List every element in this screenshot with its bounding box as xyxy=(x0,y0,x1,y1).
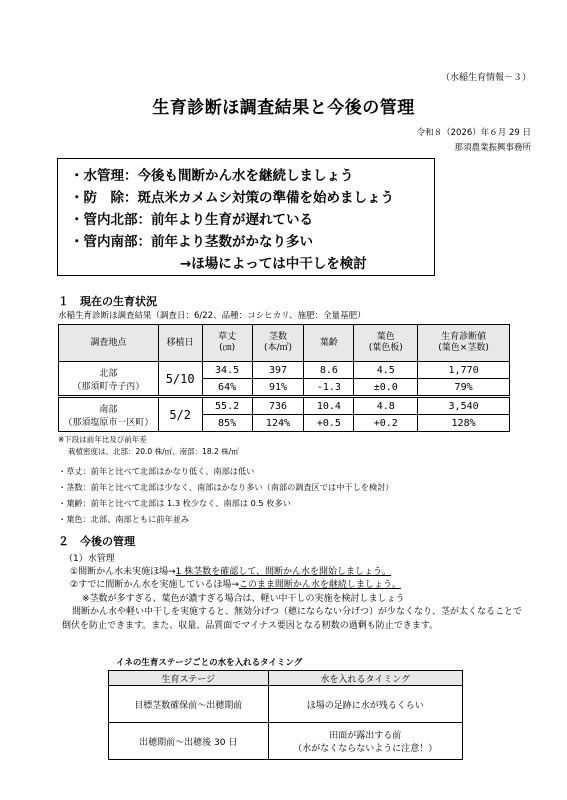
issue-date: 令和８（2026）年６月 29 日 xyxy=(416,128,531,138)
timing-cell xyxy=(268,723,462,760)
series-label: （水稲生育情報－３） xyxy=(440,73,531,83)
value-cell: 55.2 xyxy=(202,397,252,415)
table-header-row xyxy=(109,671,463,686)
bullet-stems: ・茎数：前年と比べて北部は少なく、南部はかなり多い（南部の調査区では中干しを検討） xyxy=(58,482,394,492)
ratio-cell: 64% xyxy=(202,379,252,397)
summary-north: ・管内北部：前年より生育が遅れている xyxy=(70,212,313,228)
planting-density-note: 栽植密度は、北部：20.0 株/㎡、南部：18.2 株/㎡ xyxy=(68,447,239,456)
transplant-date: 5/2 xyxy=(158,397,202,432)
bullet-leaf-color: ・葉色：北部、南部ともに前年並み xyxy=(58,514,190,524)
table-note: ※下段は前年比及び前年差 xyxy=(58,435,147,444)
issuing-office: 那須農業振興事務所 xyxy=(454,143,531,153)
ratio-cell: ±0.0 xyxy=(354,379,418,397)
transplant-date: 5/10 xyxy=(158,362,202,397)
table-row xyxy=(59,397,510,415)
table-row xyxy=(109,686,463,723)
stage-cell: 目標茎数確保前～出穂期前 xyxy=(109,686,269,723)
item-label: ①間断かん水未実施ほ場→ xyxy=(70,567,176,577)
ratio-cell: 128% xyxy=(418,415,510,432)
ratio-cell: 124% xyxy=(252,415,304,432)
summary-water: ・水管理：今後も間断かん水を継続しましょう xyxy=(70,168,354,184)
ratio-cell: -1.3 xyxy=(304,379,354,397)
bullet-leaf-age: ・葉齢：前年と比べて北部は 1.3 枚少なく、南部は 0.5 枚多い xyxy=(58,498,291,508)
value-cell: 4.8 xyxy=(354,397,418,415)
value-cell: 3,540 xyxy=(418,397,510,415)
water-management-subheading: （1）水管理 xyxy=(64,554,115,564)
col-stems: 茎数 (本/㎡) xyxy=(252,325,304,362)
table2-caption: イネの生育ステージごとの水を入れるタイミング xyxy=(116,658,303,668)
growth-table xyxy=(58,324,510,432)
value-cell: 397 xyxy=(252,362,304,379)
ratio-cell: 85% xyxy=(202,415,252,432)
item-action: このまま間断かん水を継続しましょう。 xyxy=(238,580,401,590)
table1-caption: 水稲生育診断ほ調査結果（調査日：6/22、品種：コシヒカリ、施肥：全量基肥） xyxy=(58,311,366,321)
col-leaf-age: 葉齢 xyxy=(304,325,354,362)
site-sub: （那須町寺子丙） xyxy=(72,381,145,392)
value-cell: 10.4 xyxy=(304,397,354,415)
col-diagnosis: 生育診断値 (葉色×茎数) xyxy=(418,325,510,362)
ratio-cell: +0.5 xyxy=(304,415,354,432)
summary-box xyxy=(57,158,435,276)
col-date: 移植日 xyxy=(158,325,202,362)
value-cell: 34.5 xyxy=(202,362,252,379)
item-intermittent xyxy=(70,577,401,590)
section2-heading: ２ 今後の管理 xyxy=(58,535,135,548)
site-name: 北部 xyxy=(99,368,118,379)
ratio-cell: +0.2 xyxy=(354,415,418,432)
value-cell: 8.6 xyxy=(304,362,354,379)
col-leaf-color: 葉色 (葉色板) xyxy=(354,325,418,362)
site-sub: （那須塩原市一区町） xyxy=(63,417,154,428)
table-row xyxy=(59,362,510,379)
col-timing: 水を入れるタイミング xyxy=(268,671,462,686)
ratio-cell: 79% xyxy=(418,379,510,397)
page-title: 生育診断ほ調査結果と今後の管理 xyxy=(152,98,415,118)
site-name: 南部 xyxy=(99,404,118,415)
col-site: 調査地点 xyxy=(59,325,159,362)
water-management-paragraph: 間断かん水や軽い中干しを実施すると、無効分げつ（穂にならない分げつ）が少なくなり、茎が太くなることで倒伏を防止できます。また、収量、品質面でマイナス要因となる籾数の過剰も防止できます。 xyxy=(62,607,523,631)
summary-pest: ・防 除：斑点米カメムシ対策の準備を始めましょう xyxy=(70,190,394,206)
col-stage: 生育ステージ xyxy=(109,671,269,686)
timing-caution: （水がなくならないように注意！） xyxy=(293,744,438,754)
site-cell xyxy=(59,397,159,432)
table-header-row xyxy=(59,325,510,362)
summary-south: ・管内南部：前年より茎数がかなり多い xyxy=(70,234,313,250)
water-timing-table xyxy=(108,670,463,760)
item-action: 1 株茎数を確認して、間断かん水を開始しましょう。 xyxy=(175,567,392,577)
value-cell: 736 xyxy=(252,397,304,415)
stage-cell: 出穂期前～出穂後 30 日 xyxy=(109,723,269,760)
value-cell: 1,770 xyxy=(418,362,510,379)
table-row xyxy=(109,723,463,760)
bullet-height: ・草丈：前年と比べて北部はかなり低く、南部は低い xyxy=(58,466,255,476)
timing-main: 田面が露出する前 xyxy=(329,731,402,741)
section1-heading: １ 現在の生育状況 xyxy=(58,295,157,308)
item-no-intermittent xyxy=(70,564,391,577)
col-height: 草丈 (㎝) xyxy=(202,325,252,362)
summary-south-action: →ほ場によっては中干しを検討 xyxy=(180,256,367,272)
value-cell: 4.5 xyxy=(354,362,418,379)
ratio-cell: 91% xyxy=(252,379,304,397)
item-label: ②すでに間断かん水を実施しているほ場→ xyxy=(70,580,239,590)
site-cell xyxy=(59,362,159,397)
caution-note: ※茎数が多すぎる、葉色が濃すぎる場合は、軽い中干しの実施を検討しましょう xyxy=(82,594,405,604)
timing-cell: ほ場の足跡に水が残るくらい xyxy=(268,686,462,723)
